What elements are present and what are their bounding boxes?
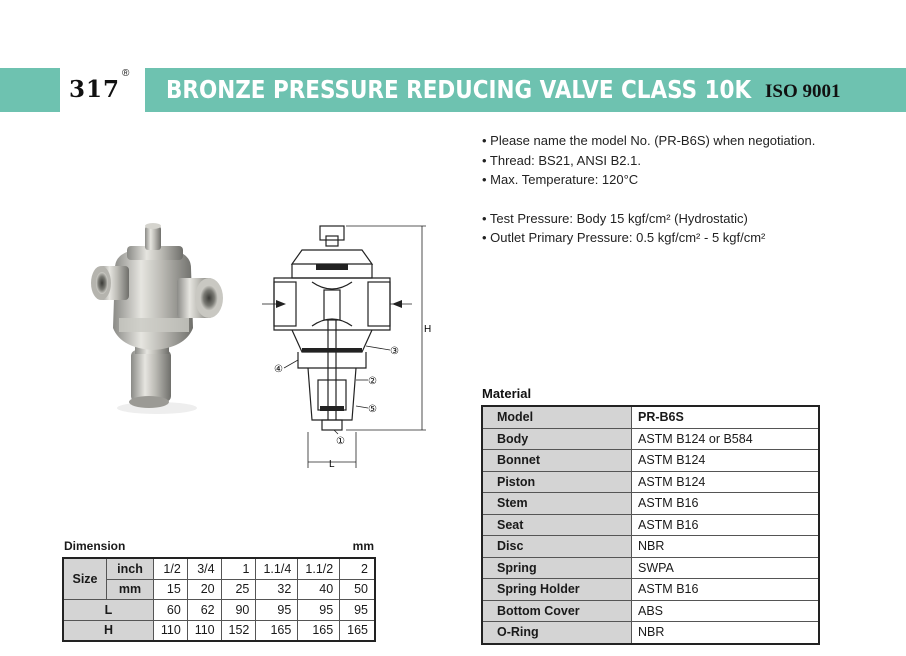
- material-part: Bonnet: [482, 450, 632, 472]
- material-part: Seat: [482, 514, 632, 536]
- table-cell: 152: [221, 620, 256, 641]
- table-cell: 50: [340, 579, 375, 600]
- dimension-unit: mm: [352, 539, 374, 553]
- table-cell: 1.1/2: [298, 558, 340, 579]
- mm-header: mm: [107, 579, 154, 600]
- table-row: [482, 514, 819, 536]
- table-cell: 90: [221, 600, 256, 621]
- table-cell: 2: [340, 558, 375, 579]
- length-label: L: [329, 459, 335, 470]
- inch-header: inch: [107, 558, 154, 579]
- callout-5: ⑤: [368, 404, 377, 415]
- material-part: Disc: [482, 536, 632, 558]
- material-value: SWPA: [632, 557, 820, 579]
- callout-2: ②: [368, 376, 377, 387]
- table-row: [482, 406, 819, 428]
- material-part: Spring: [482, 557, 632, 579]
- material-value: PR-B6S: [632, 406, 820, 428]
- table-cell: 110: [154, 620, 188, 641]
- valve-section-drawing: [262, 220, 442, 470]
- table-row: [482, 579, 819, 601]
- iso-certification: ISO 9001: [765, 81, 841, 102]
- table-row: [482, 622, 819, 644]
- note-outlet-pressure: • Outlet Primary Pressure: 0.5 kgf/cm² - 5 kgf/cm²: [482, 230, 766, 245]
- table-row: [482, 493, 819, 515]
- table-row: [482, 428, 819, 450]
- height-label: H: [424, 324, 432, 335]
- table-cell: 110: [187, 620, 221, 641]
- spec-notes: [482, 131, 815, 248]
- table-row: [482, 536, 819, 558]
- material-part: Stem: [482, 493, 632, 515]
- table-cell: 165: [298, 620, 340, 641]
- table-cell: 1/2: [154, 558, 188, 579]
- table-cell: 165: [256, 620, 298, 641]
- header-band-left: [0, 68, 60, 112]
- material-part: Piston: [482, 471, 632, 493]
- brand-logo: [60, 68, 145, 112]
- material-value: ASTM B124: [632, 450, 820, 472]
- material-value: NBR: [632, 536, 820, 558]
- table-row: [482, 600, 819, 622]
- material-value: ASTM B124: [632, 471, 820, 493]
- table-cell: 95: [298, 600, 340, 621]
- page-title: BRONZE PRESSURE REDUCING VALVE CLASS 10K: [166, 75, 752, 104]
- note-test-pressure: • Test Pressure: Body 15 kgf/cm² (Hydrostatic): [482, 210, 748, 226]
- material-value: NBR: [632, 622, 820, 644]
- callout-3: ③: [390, 346, 399, 357]
- table-row: [482, 471, 819, 493]
- valve-photo: [75, 218, 235, 418]
- material-value: ASTM B16: [632, 579, 820, 601]
- material-heading: Material: [482, 386, 532, 401]
- table-row: [63, 579, 375, 600]
- logo-text: 317: [69, 76, 121, 103]
- table-cell: 25: [221, 579, 256, 600]
- table-cell: 40: [298, 579, 340, 600]
- registered-mark: ®: [122, 68, 130, 79]
- table-cell: 3/4: [187, 558, 221, 579]
- table-row: [63, 620, 375, 641]
- table-cell: 32: [256, 579, 298, 600]
- material-value: ABS: [632, 600, 820, 622]
- table-cell: 15: [154, 579, 188, 600]
- table-row: [482, 450, 819, 472]
- callout-1: ①: [336, 436, 345, 447]
- table-cell: 60: [154, 600, 188, 621]
- material-value: ASTM B16: [632, 514, 820, 536]
- material-part: Spring Holder: [482, 579, 632, 601]
- table-cell: 1: [221, 558, 256, 579]
- table-cell: 165: [340, 620, 375, 641]
- dimension-table: [62, 557, 376, 642]
- material-value: ASTM B124 or B584: [632, 428, 820, 450]
- table-row: [482, 557, 819, 579]
- height-header: H: [63, 620, 154, 641]
- length-header: L: [63, 600, 154, 621]
- note-model: • Please name the model No. (PR-B6S) when negotiation.: [482, 133, 816, 148]
- table-row: [63, 600, 375, 621]
- table-cell: 95: [256, 600, 298, 621]
- material-part: Body: [482, 428, 632, 450]
- material-part: O-Ring: [482, 622, 632, 644]
- material-part: Model: [482, 406, 632, 428]
- callout-4: ④: [274, 364, 283, 375]
- material-part: Bottom Cover: [482, 600, 632, 622]
- table-cell: 20: [187, 579, 221, 600]
- table-cell: 62: [187, 600, 221, 621]
- table-cell: 95: [340, 600, 375, 621]
- material-value: ASTM B16: [632, 493, 820, 515]
- note-temperature: • Max. Temperature: 120°C: [482, 172, 639, 187]
- material-table: [481, 405, 820, 645]
- table-row: [63, 558, 375, 579]
- note-thread: • Thread: BS21, ANSI B2.1.: [482, 152, 641, 168]
- dimension-title: Dimension: [64, 539, 126, 553]
- size-header: Size: [63, 558, 107, 600]
- table-cell: 1.1/4: [256, 558, 298, 579]
- dimension-heading: [64, 539, 376, 553]
